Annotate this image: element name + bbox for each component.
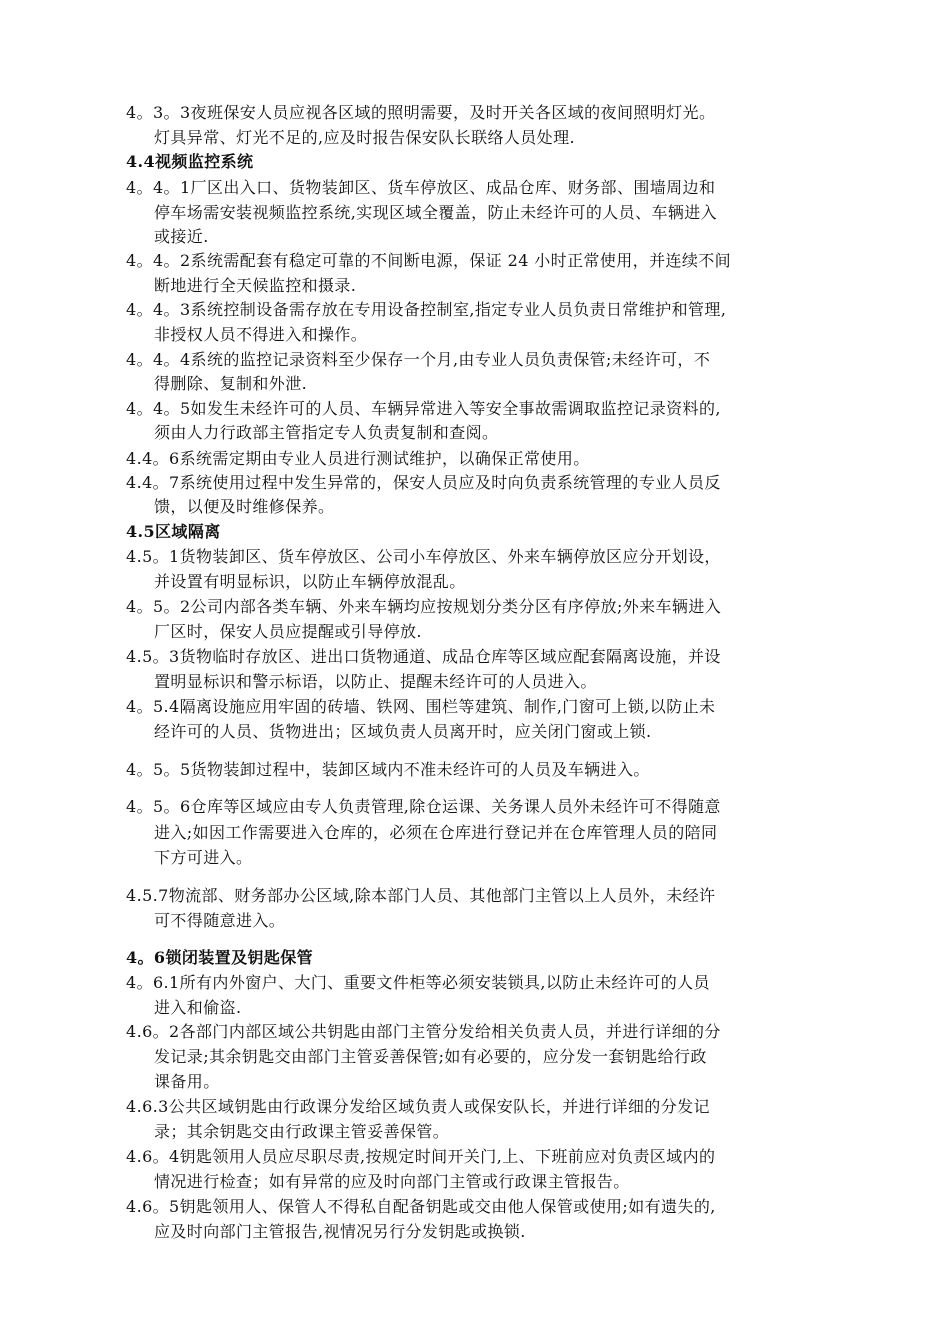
- text-line: 情况进行检查；如有异常的应及时向部门主管或行政课主管报告。: [154, 1172, 630, 1191]
- text-line: 4.4。6系统需定期由专业人员进行测试维护，以确保正常使用。: [126, 449, 590, 468]
- text-line: 4.5。1货物装卸区、货车停放区、公司小车停放区、外来车辆停放区应分开划设，: [126, 547, 721, 566]
- text-line: 4.6.3公共区域钥匙由行政课分发给区域负责人或保安队长，并进行详细的分发记: [126, 1097, 710, 1116]
- text-line: 4.6。5钥匙领用人、保管人不得私自配备钥匙或交由他人保管或使用;如有遗失的,: [126, 1197, 716, 1216]
- text-line: 4。4。1厂区出入口、货物装卸区、货车停放区、成品仓库、财务部、围墙周边和: [126, 178, 716, 197]
- text-line: 应及时向部门主管报告,视情况另行分发钥匙或换锁.: [154, 1222, 526, 1241]
- text-line: 下方可进入。: [154, 848, 253, 867]
- text-line: 得删除、复制和外泄.: [154, 374, 308, 393]
- text-line: 可不得随意进入。: [154, 911, 286, 930]
- text-line: 4。6.1所有内外窗户、大门、重要文件柜等必须安装锁具,以防止未经许可的人员: [126, 973, 710, 992]
- text-line: 4.6。2各部门内部区域公共钥匙由部门主管分发给相关负责人员，并进行详细的分: [126, 1022, 721, 1041]
- text-line: 置明显标识和警示标语，以防止、提醒未经许可的人员进入。: [154, 672, 597, 691]
- text-line: 录；其余钥匙交由行政课主管妥善保管。: [154, 1122, 450, 1141]
- text-line: 4。5.4隔离设施应用牢固的砖墙、铁网、围栏等建筑、制作,门窗可上锁,以防止未: [126, 697, 716, 716]
- text-line: 停车场需安装视频监控系统,实现区域全覆盖，防止未经许可的人员、车辆进入: [154, 203, 718, 222]
- text-line: 4.4。7系统使用过程中发生异常的，保安人员应及时向负责系统管理的专业人员反: [126, 473, 721, 492]
- text-line: 4。5。5货物装卸过程中，装卸区域内不准未经许可的人员及车辆进入。: [126, 760, 650, 779]
- section-heading-4-5: 4.5区域隔离: [126, 522, 221, 541]
- text-line: 4。4。3系统控制设备需存放在专用设备控制室,指定专业人员负责日常维护和管理,: [126, 300, 727, 319]
- text-line: 4。3。3夜班保安人员应视各区域的照明需要，及时开关各区域的夜间照明灯光。: [126, 103, 716, 122]
- text-line: 馈，以便及时维修保养。: [154, 497, 335, 516]
- text-line: 厂区时，保安人员应提醒或引导停放.: [154, 622, 422, 641]
- text-line: 并设置有明显标识，以防止车辆停放混乱。: [154, 572, 466, 591]
- text-line: 或接近.: [154, 227, 209, 246]
- text-line: 进入和偷盗.: [154, 998, 242, 1017]
- text-line: 非授权人员不得进入和操作。: [154, 325, 368, 344]
- text-line: 进入;如因工作需要进入仓库的，必须在仓库进行登记并在仓库管理人员的陪同: [154, 823, 718, 842]
- text-line: 4。5。6仓库等区域应由专人负责管理,除仓运课、关务课人员外未经许可不得随意: [126, 797, 721, 816]
- section-heading-4-6: 4。6锁闭装置及钥匙保管: [126, 948, 314, 967]
- text-line: 经许可的人员、货物进出；区域负责人员离开时，应关闭门窗或上锁.: [154, 722, 652, 741]
- text-line: 灯具异常、灯光不足的,应及时报告保安队长联络人员处理.: [154, 128, 575, 147]
- text-line: 断地进行全天候监控和摄录.: [154, 276, 357, 295]
- text-line: 4.5。3货物临时存放区、进出口货物通道、成品仓库等区域应配套隔离设施，并设: [126, 647, 721, 666]
- text-line: 课备用。: [154, 1072, 220, 1091]
- text-line: 4。4。2系统需配套有稳定可靠的不间断电源，保证 24 小时正常使用，并连续不间: [126, 251, 732, 270]
- section-heading-4-4: 4.4视频监控系统: [126, 152, 254, 171]
- text-line: 4。4。5如发生未经许可的人员、车辆异常进入等安全事故需调取监控记录资料的,: [126, 399, 721, 418]
- text-line: 4.5.7物流部、财务部办公区域,除本部门人员、其他部门主管以上人员外，未经许: [126, 886, 716, 905]
- text-line: 4.6。4钥匙领用人员应尽职尽责,按规定时间开关门,上、下班前应对负责区域内的: [126, 1147, 716, 1166]
- text-line: 须由人力行政部主管指定专人负责复制和查阅。: [154, 423, 499, 442]
- text-line: 发记录;其余钥匙交由部门主管妥善保管;如有必要的，应分发一套钥匙给行政: [154, 1047, 707, 1066]
- text-line: 4。5。2公司内部各类车辆、外来车辆均应按规划分类分区有序停放;外来车辆进入: [126, 597, 722, 616]
- text-line: 4。4。4系统的监控记录资料至少保存一个月,由专业人员负责保管;未经许可，不: [126, 350, 711, 369]
